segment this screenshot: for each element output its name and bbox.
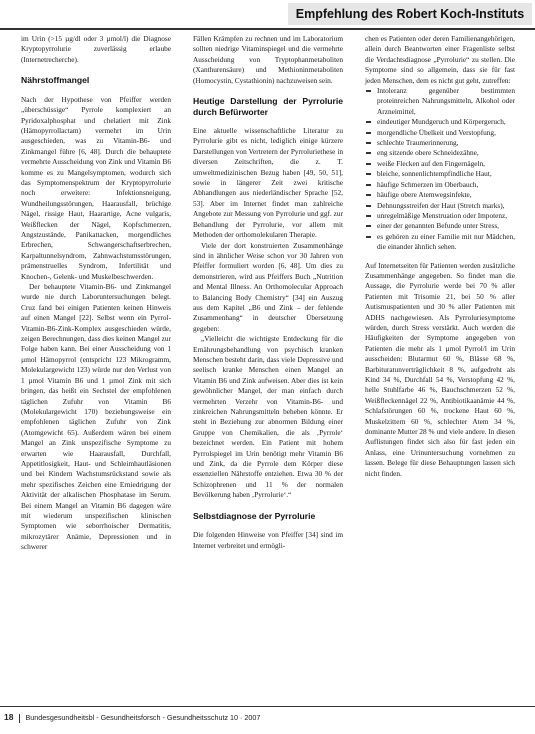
paragraph: Eine aktuelle wissenschaftliche Literatur zu Pyrrolurie gibt es nicht, lediglich einige kürzere Darstellungen von Vertretern der Pyrroluriethese in diversen Zeitschriften, die z. T. umweltmedizinischen Bezug haben [49, 50, 51], sowie in längerer Zeit zwei kritische Abhandlungen aus niederländischer Sprache [52, 53]. Aber im Internet findet man zahlreiche Angebote zur Messung von Pyrrolurie und ggf. zur Behandlung der Pyrrolurie, vor allem mit Methoden der orthomolekularen Therapie. — [193, 126, 343, 240]
paragraph: Auf Internetseiten für Patienten werden zusätzliche Zusammenhänge angegeben. So findet man die Aussage, die Pyrrolurie werde bei 70 % aller Patienten mit Trisomie 21, bei 50 % aller Autismuspatienten und 30 % aller Patienten mit ADHS nachgewiesen. Als Pyrroluriesymptome würden, durch Stress verstärkt. Auch werden die Häufigkeiten der Symptome angegeben von Patienten die mehr als 1 µmol Pyrrol/l im Urin ausscheiden: Blutarmut 60 %, Blässe 68 %, Barbituratunverträglichkeit 8 %, aufgedreht als Kind 34 %, Durchfall 54 %, Verstopfung 42 %, helle Stuhlfarbe 46 %, Bauchschmerzen 52 %, Weißfleckennägel 22 %, Antibiotikaanämie 44 %, Schlafstörungen 60 %, trockene Haut 60 %, Muskelzittern 60 %, schlechter Atem 34 %, dominante Mutter 28 % und viele andere. In diesen Auflistungen findet sich also für fast jeden ein Anlass, eine Urinuntersuchung vornehmen zu lassen. Belege für diese Behauptungen lassen sich nicht finden. — [365, 260, 515, 478]
list-item: unregelmäßige Menstruation oder Impotenz, — [365, 211, 515, 221]
list-item: Intoleranz gegenüber bestimmten proteinreichen Nahrungsmitteln, Alkohol oder Arzneimittel, — [365, 86, 515, 117]
list-item: es gehören zu einer Familie mit nur Mädchen, die einander ähnlich sehen. — [365, 232, 515, 253]
column-right — [365, 34, 515, 479]
list-item: schlechte Traumerinnerung, — [365, 138, 515, 148]
header-banner — [288, 3, 532, 25]
paragraph: Viele der dort konstruierten Zusammenhänge sind in ähnlicher Weise schon vor 30 Jahren von Pfeiffer formuliert worden [6, 48]. Um dies zu demonstrieren, wird aus Pfeiffers Buch „Nutrition and Mental Illness. An Orthomolecular Approach to Balancing Body Chemistry“ [34] ein Auszug aus dem Kapitel „B6 und Zink – der fehlende Zusammenhang“ in deutscher Übersetzung gegeben: — [193, 240, 343, 333]
section-heading: Selbstdiagnose der Pyrrolurie — [193, 510, 316, 521]
list-item: Dehnungsstreifen der Haut (Stretch marks), — [365, 201, 515, 211]
page-number: 18 — [4, 712, 14, 722]
list-item: einer der genannten Befunde unter Stress, — [365, 221, 515, 231]
journal-citation: Bundesgesundheitsbl - Gesundheitsforsch - Gesundheitsschutz 10 · 2007 — [25, 713, 261, 722]
section-heading: Nährstoffmangel — [21, 75, 90, 86]
paragraph: chen es Patienten oder deren Familienangehörigen, allein durch Beantworten einer Fragenliste selbst die Verdachtsdiagnose „Pyrrolurie“ zu stellen. Die Symptome sind so allgemein, dass sie für fast jeden Menschen, dem es nicht gut geht, zutreffen: — [365, 34, 515, 85]
footer-rule — [0, 706, 535, 707]
list-item: eindeutiger Mundgeruch und Körpergeruch, — [365, 117, 515, 127]
header-title: Empfehlung des Robert Koch-Instituts — [295, 7, 525, 21]
paragraph: im Urin (>15 µg/dl oder 3 µmol/l) die Diagnose Kryptopyrrolurie zuverlässig erlaube (Internetrecherche). — [21, 34, 171, 64]
list-item: häufige Schmerzen im Oberbauch, — [365, 180, 515, 190]
paragraph: Die folgenden Hinweise von Pfeiffer [34] sind im Internet verbreitet und ermögli- — [193, 530, 343, 550]
paragraph: Fällen Krämpfen zu rechnen und im Laboratorium sollten niedrige Vitaminspiegel und die vermehrte Ausscheidung von Tryptophanmetaboliten (Xanthurensäure) und Methioninmetaboliten (Homocystin, Cystathionin) nachzuweisen sein. — [193, 34, 343, 85]
list-item: häufige obere Atemwegsinfekte, — [365, 190, 515, 200]
list-item: eng sitzende obere Schneidezähne, — [365, 148, 515, 158]
list-item: bleiche, sonnenlichtempfindliche Haut, — [365, 169, 515, 179]
paragraph: Der behauptete Vitamin-B6- und Zinkmangel wurde nie durch Laboruntersuchungen belegt. Cruz fand bei einigen Patienten keinen Hinweis auf einen Mangel [22]. Selbst wenn ein Pyrrol-Vitamin-B6-Zink-Komplex ausgeschieden würde, zeigen Berechnungen, dass dies keinen Mangel zur Folge haben kann. Bei einer Ausscheidung von 1 µmol Hämopyrrol (entspricht 123 Mikrogramm, Molekulargewicht 123) würde nur den Verlust von 1 µmol Vitamin B6 und 1 µmol Zink mit sich bringen, das heißt ein Sechstel der empfohlenen täglichen Zufuhr von Vitamin B6 (Molekulargewicht 170) beziehungsweise ein empfohlenen täglichen Zufuhr von Zink (Atomgewicht 65). Außerdem wären bei einem Mangel an Zink unspezifische Symptome zu erwarten wie Haarausfall, Durchfall, Appetitlosigkeit, Haut- und Schleimhautläsionen und bei Kindern Wachstumsrückstand sowie als mehr spezifisches Zeichen eine Erniedrigung der Aktivität der alkalischen Phosphatase im Serum. Bei einem Mangel an Vitamin B6 dagegen wäre mit wiederum unspezifischen klinischen Symptomen wie seborrhoischer Dermatitis, mikrozytärer Anämie, Depressionen und in schwerer — [21, 282, 171, 552]
header-rule — [0, 28, 535, 30]
paragraph: Nach der Hypothese von Pfeiffer werden „überschüssige“ Pyrrole komplexiert an Pyridoxalphosphat und chelatiert mit Zink (Hämopyrrollactam) vermehrt im Urin ausgeschieden, was zu Vitamin-B6- und Zinkmangel führe [6, 48]. Durch die behauptete vermehrte Ausscheidung von Zink und Vitamin B6 komme es zu Mangelsymptomen, wodurch sich das Symptomenspektrum der Kryptopyrrolurie noch erweitere: Infektionsneigung, Wundheilungsstörungen, Haarausfall, brüchige Nägel, rissige Haut, Haarartige, Acne vulgaris, Weißflecken der Nägel, Kopfschmerzen, Angstzustände, Panikattacken, morgendliches Erbrechen, Schwangerschaftserbrechen, Karpaltunnelsyndrom, Zahnwachstumsstörungen, prämenstruelles Syndrom, Infertilität und Knochen-, Gelenk- und Muskelbeschwerden. — [21, 94, 171, 281]
page-footer — [4, 712, 260, 723]
section-heading: Heutige Darstellung der Pyrrolurie durch Befürworter — [193, 96, 343, 117]
list-item: weiße Flecken auf den Fingernägeln, — [365, 159, 515, 169]
list-item: morgendliche Übelkeit und Verstopfung, — [365, 128, 515, 138]
symptom-list — [365, 86, 515, 253]
quote-paragraph: „Vielleicht die wichtigste Entdeckung für die Ernährungsbehandlung von psychisch kranken Menschen besteht darin, dass viele Depressive und seelisch kranke Menschen einen Mangel an Vitamin B6 und Zink aufweisen. Aber dies ist kein gewöhnlicher Mangel, der man einfach durch vermehrten Verzehr von Vitamin-B6- und zinkreichen Nahrungsmitteln beheben könnte. Er steht in Beziehung zur abnormen Bildung einer Gruppe von Chemikalien, die als ‚Pyrrole‘ bezeichnet werden. Ein Patient mit hohem Pyrrolspiegel im Urin benötigt mehr Vitamin B6 und Zink, da die Pyrrole dem Körper diese essenziellen Nährstoffe entziehen. Etwa 30 % der Schizophrenen und 11 % der normalen Bevölkerung haben ‚Pyrrolurie‘.“ — [193, 334, 343, 500]
column-middle — [193, 34, 343, 551]
column-left — [21, 34, 171, 553]
footer-separator — [19, 714, 20, 723]
